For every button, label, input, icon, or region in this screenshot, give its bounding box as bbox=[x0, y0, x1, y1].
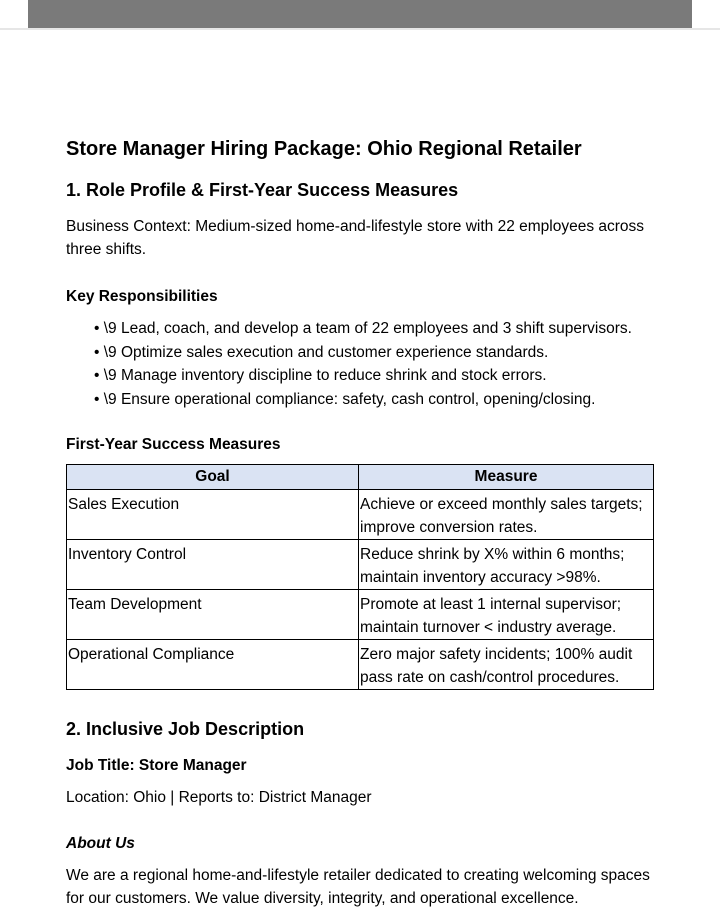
table-row bbox=[67, 640, 654, 690]
measure-cell: Achieve or exceed monthly sales targets; improve conversion rates. bbox=[359, 490, 654, 540]
goal-cell: Operational Compliance bbox=[67, 640, 359, 690]
toolbar-divider bbox=[0, 28, 720, 30]
section-2-heading: 2. Inclusive Job Description bbox=[66, 719, 305, 739]
measure-cell: Reduce shrink by X% within 6 months; maintain inventory accuracy >98%. bbox=[359, 540, 654, 590]
table-row bbox=[67, 540, 654, 590]
goal-column-header: Goal bbox=[67, 465, 359, 490]
viewer-toolbar bbox=[28, 0, 692, 28]
table-row bbox=[67, 490, 654, 540]
goal-cell: Sales Execution bbox=[67, 490, 359, 540]
job-title: Job Title: Store Manager bbox=[66, 757, 247, 774]
goal-cell: Inventory Control bbox=[67, 540, 359, 590]
measure-cell: Promote at least 1 internal supervisor; maintain turnover < industry average. bbox=[359, 590, 654, 640]
responsibility-item: • \9 Ensure operational compliance: safety, cash control, opening/closing. bbox=[94, 390, 596, 408]
responsibility-item: • \9 Lead, coach, and develop a team of 22 employees and 3 shift supervisors. bbox=[94, 320, 632, 337]
business-context: Business Context: Medium-sized home-and-lifestyle store with 22 employees across three shifts. bbox=[66, 218, 645, 258]
responsibilities-heading: Key Responsibilities bbox=[66, 288, 218, 305]
responsibilities-list bbox=[94, 317, 632, 411]
table-row bbox=[67, 590, 654, 640]
about-text: We are a regional home-and-lifestyle retailer dedicated to creating welcoming spaces for our customers. We value diversity, integrity, and operational excellence. bbox=[66, 867, 650, 907]
responsibility-item: • \9 Manage inventory discipline to reduce shrink and stock errors. bbox=[94, 367, 547, 384]
location-line: Location: Ohio | Reports to: District Manager bbox=[66, 789, 372, 806]
document-title: Store Manager Hiring Package: Ohio Regional Retailer bbox=[66, 138, 582, 160]
section-1-heading: 1. Role Profile & First-Year Success Measures bbox=[66, 180, 459, 200]
success-measures-table bbox=[66, 464, 654, 690]
about-heading: About Us bbox=[66, 835, 135, 852]
table-header-row bbox=[67, 465, 654, 490]
responsibility-item: • \9 Optimize sales execution and customer experience standards. bbox=[94, 343, 549, 361]
measures-heading: First-Year Success Measures bbox=[66, 436, 281, 453]
measure-column-header: Measure bbox=[359, 465, 654, 490]
goal-cell: Team Development bbox=[67, 590, 359, 640]
measure-cell: Zero major safety incidents; 100% audit pass rate on cash/control procedures. bbox=[359, 640, 654, 690]
